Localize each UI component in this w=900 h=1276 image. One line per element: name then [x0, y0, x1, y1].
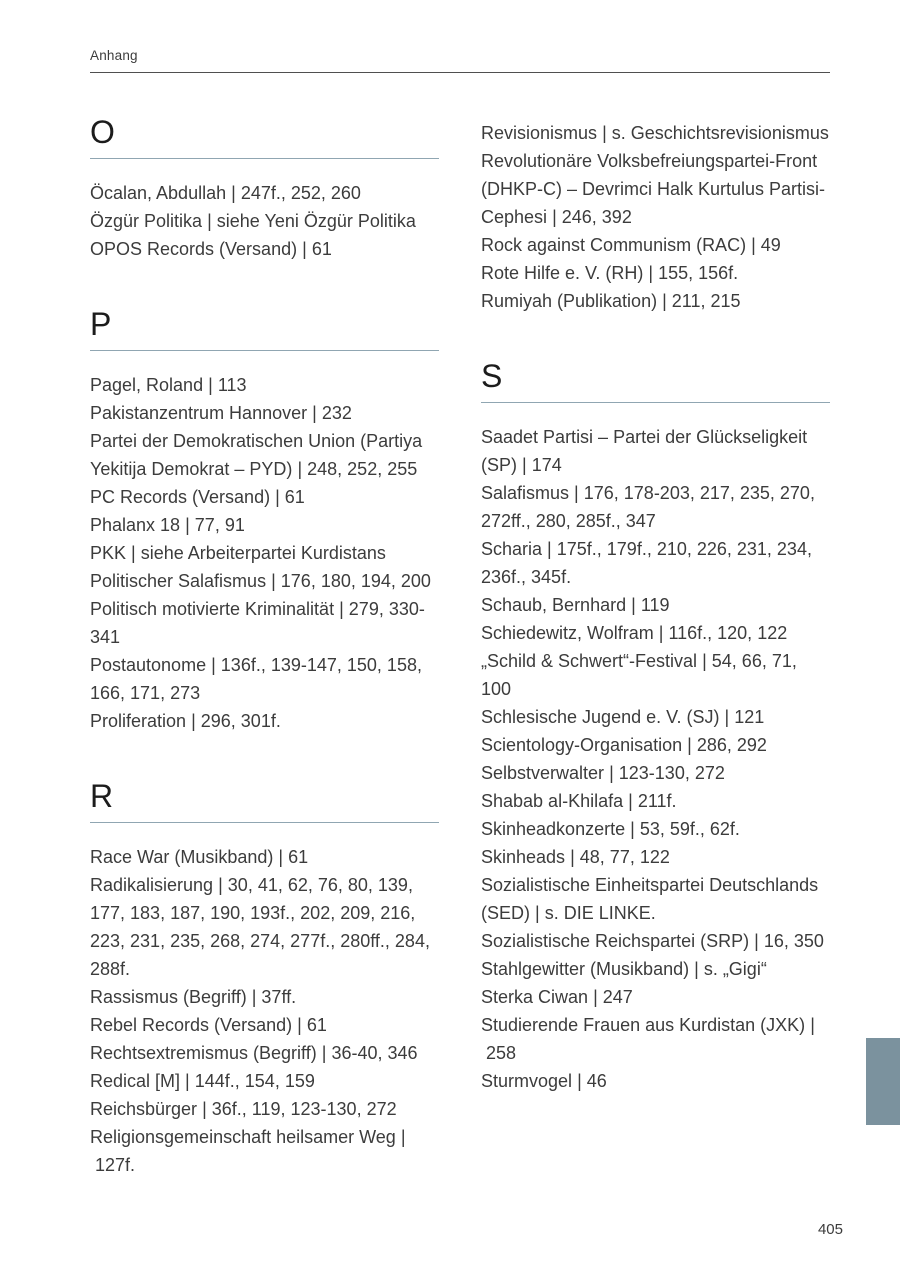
section-letter: R	[90, 779, 439, 823]
entry-separator: |	[339, 599, 344, 619]
entry-term: Sterka Ciwan	[481, 987, 589, 1007]
entry-term: Proliferation	[90, 711, 187, 731]
entry-pages: 53, 59f., 62f.	[639, 819, 740, 839]
running-header	[90, 0, 830, 73]
entry-term: Schiedewitz, Wolfram	[481, 623, 654, 643]
entry-separator: |	[312, 403, 317, 423]
entry-pages: siehe Arbeiterpartei Kurdistans	[140, 543, 386, 563]
index-entry	[481, 787, 830, 815]
index-entry	[481, 147, 830, 231]
entry-pages: 279, 330-341	[90, 599, 425, 647]
entry-pages: 16, 350	[763, 931, 824, 951]
entry-term: PKK	[90, 543, 127, 563]
entry-term: Pakistanzentrum Hannover	[90, 403, 308, 423]
entry-separator: |	[535, 903, 540, 923]
entry-separator: |	[751, 235, 756, 255]
entry-separator: |	[251, 987, 257, 1007]
index-entry	[481, 287, 830, 315]
entry-separator: |	[547, 539, 552, 559]
entry-separator: |	[609, 763, 614, 783]
entry-term: Shabab al-Khilafa	[481, 791, 624, 811]
entry-separator: |	[271, 571, 276, 591]
entry-pages: 136f., 139-147, 150, 158, 166, 171, 273	[90, 655, 422, 703]
entry-separator: |	[648, 263, 654, 283]
index-entry	[481, 703, 830, 731]
entry-separator: |	[131, 543, 136, 563]
entry-term: Redical [M]	[90, 1071, 181, 1091]
section-entries	[90, 159, 439, 263]
entry-term: Partei der Demokratischen Union (Partiya Yekitija Demokrat – PYD)	[90, 431, 423, 479]
entry-term: Skinheadkonzerte	[481, 819, 626, 839]
entry-separator: |	[574, 483, 579, 503]
entry-term: Postautonome	[90, 655, 207, 675]
index-entry	[481, 591, 830, 619]
entry-pages: 61	[306, 1015, 327, 1035]
section-letter: O	[90, 115, 439, 159]
entry-separator: |	[297, 1015, 302, 1035]
entry-pages: 123-130, 272	[618, 763, 725, 783]
entry-term: Politischer Salafismus	[90, 571, 267, 591]
index-section-P	[90, 307, 439, 735]
index-column-left	[90, 115, 439, 1179]
entry-pages: 144f., 154, 159	[194, 1071, 315, 1091]
entry-separator: |	[687, 735, 692, 755]
entry-term: Reichsbürger	[90, 1099, 198, 1119]
section-entries	[481, 115, 830, 315]
section-entries	[481, 403, 830, 1095]
entry-pages: 246, 392	[561, 207, 632, 227]
index-entry	[90, 871, 439, 983]
entry-term: Scientology-Organisation	[481, 735, 683, 755]
index-entry	[481, 535, 830, 591]
entry-term: Rumiyah (Publikation)	[481, 291, 658, 311]
running-header-label: Anhang	[90, 48, 138, 63]
entry-pages: 247	[602, 987, 633, 1007]
page-number: 405	[817, 1221, 843, 1238]
index-entry	[90, 1095, 439, 1123]
entry-separator: |	[694, 959, 699, 979]
index-entry	[481, 955, 830, 983]
entry-separator: |	[185, 1071, 190, 1091]
index-entry	[90, 207, 439, 235]
entry-separator: |	[185, 515, 190, 535]
entry-term: Politisch motivierte Kriminalität	[90, 599, 335, 619]
entry-pages: 176, 180, 194, 200	[280, 571, 431, 591]
entry-pages: 286, 292	[696, 735, 767, 755]
index-entry	[481, 815, 830, 843]
entry-separator: |	[218, 875, 223, 895]
index-columns	[90, 115, 830, 1179]
index-entry	[481, 1067, 830, 1095]
entry-pages: 77, 91	[194, 515, 245, 535]
index-entry	[481, 119, 830, 147]
entry-term: Saadet Partisi – Partei der Glückseligkeit (SP)	[481, 427, 808, 475]
entry-pages: 211f.	[637, 791, 677, 811]
entry-separator: |	[754, 931, 759, 951]
index-entry	[481, 731, 830, 759]
index-entry	[90, 595, 439, 651]
entry-separator: |	[702, 651, 707, 671]
index-entry	[90, 567, 439, 595]
thumb-index-tab	[866, 1038, 900, 1125]
index-entry	[90, 483, 439, 511]
index-entry	[90, 399, 439, 427]
entry-pages: 155, 156f.	[658, 263, 739, 283]
entry-pages: s. Geschichtsrevisionismus	[611, 123, 829, 143]
index-section-continuation	[481, 115, 830, 315]
index-entry	[481, 423, 830, 479]
entry-term: Salafismus	[481, 483, 570, 503]
entry-separator: |	[552, 207, 557, 227]
entry-separator: |	[321, 1043, 327, 1063]
index-entry	[90, 1067, 439, 1095]
entry-pages: 46	[586, 1071, 607, 1091]
index-column-right	[481, 115, 830, 1179]
entry-pages: 49	[760, 235, 781, 255]
entry-term: Schlesische Jugend e. V. (SJ)	[481, 707, 720, 727]
entry-pages: 116f., 120, 122	[668, 623, 788, 643]
index-entry	[90, 983, 439, 1011]
index-entry	[90, 539, 439, 567]
index-section-O	[90, 115, 439, 263]
entry-term: Öcalan, Abdullah	[90, 183, 227, 203]
entry-term: PC Records (Versand)	[90, 487, 271, 507]
index-entry	[90, 179, 439, 207]
index-entry	[481, 1011, 830, 1067]
entry-term: Studierende Frauen aus Kurdistan (JXK)	[481, 1015, 806, 1035]
index-entry	[90, 1123, 439, 1179]
entry-term: Rechtsextremismus (Begriff)	[90, 1043, 317, 1063]
entry-term: Radikalisierung	[90, 875, 214, 895]
entry-separator: |	[208, 375, 213, 395]
entry-pages: 36f., 119, 123-130, 272	[211, 1099, 397, 1119]
entry-term: Rote Hilfe e. V. (RH)	[481, 263, 644, 283]
entry-separator: |	[231, 183, 236, 203]
entry-pages: 48, 77, 122	[579, 847, 670, 867]
entry-pages: 174	[531, 455, 562, 475]
entry-pages: 54, 66, 71, 100	[481, 651, 797, 699]
entry-separator: |	[278, 847, 284, 867]
entry-term: Sturmvogel	[481, 1071, 573, 1091]
index-entry	[90, 651, 439, 707]
entry-pages: 211, 215	[671, 291, 741, 311]
entry-separator: |	[207, 211, 212, 231]
entry-separator: |	[631, 595, 636, 615]
entry-pages: 121	[734, 707, 765, 727]
entry-separator: |	[302, 239, 307, 259]
entry-pages: siehe Yeni Özgür Politika	[216, 211, 416, 231]
index-entry	[481, 479, 830, 535]
entry-pages: 247f., 252, 260	[240, 183, 361, 203]
index-entry	[481, 647, 830, 703]
index-entry	[90, 1011, 439, 1039]
entry-separator: |	[593, 987, 598, 1007]
entry-pages: 61	[288, 847, 309, 867]
entry-term: Rock against Communism (RAC)	[481, 235, 747, 255]
entry-term: Revisionismus	[481, 123, 598, 143]
entry-separator: |	[662, 291, 667, 311]
section-letter: S	[481, 359, 830, 403]
index-entry	[90, 511, 439, 539]
entry-separator: |	[658, 623, 664, 643]
index-section-S	[481, 359, 830, 1095]
index-entry	[481, 619, 830, 647]
index-entry	[481, 871, 830, 927]
entry-term: Revolutionäre Volksbefreiungspartei-Front (DHKP-C) – Devrimci Halk Kurtulus Partisi-Cephesi	[481, 151, 826, 227]
section-entries	[90, 823, 439, 1179]
index-section-R	[90, 779, 439, 1179]
index-entry	[481, 259, 830, 287]
entry-term: Selbstverwalter	[481, 763, 605, 783]
index-entry	[90, 843, 439, 871]
entry-pages: 232	[321, 403, 352, 423]
entry-pages: 258	[486, 1043, 517, 1063]
entry-separator: |	[202, 1099, 207, 1119]
entry-term: Phalanx 18	[90, 515, 181, 535]
entry-separator: |	[577, 1071, 582, 1091]
entry-pages: s. „Gigi“	[703, 959, 767, 979]
entry-term: Race War (Musikband)	[90, 847, 274, 867]
index-entry	[90, 707, 439, 735]
entry-term: Stahlgewitter (Musikband)	[481, 959, 690, 979]
entry-separator: |	[810, 1015, 815, 1035]
index-entry	[481, 759, 830, 787]
entry-term: Sozialistische Reichspartei (SRP)	[481, 931, 750, 951]
index-entry	[481, 927, 830, 955]
entry-pages: 36-40, 346	[331, 1043, 418, 1063]
entry-pages: 119	[640, 595, 670, 615]
entry-separator: |	[400, 1127, 406, 1147]
index-entry	[481, 843, 830, 871]
entry-pages: 176, 178-203, 217, 235, 270, 272ff., 280, 285f., 347	[481, 483, 815, 531]
entry-term: Schaub, Bernhard	[481, 595, 627, 615]
entry-separator: |	[724, 707, 730, 727]
index-entry	[481, 983, 830, 1011]
index-entry	[90, 427, 439, 483]
section-entries	[90, 351, 439, 735]
entry-pages: s. DIE LINKE.	[544, 903, 656, 923]
entry-separator: |	[297, 459, 303, 479]
entry-term: Skinheads	[481, 847, 566, 867]
entry-term: Rebel Records (Versand)	[90, 1015, 293, 1035]
entry-term: OPOS Records (Versand)	[90, 239, 298, 259]
entry-separator: |	[191, 711, 196, 731]
entry-separator: |	[522, 455, 527, 475]
entry-separator: |	[570, 847, 575, 867]
page-content	[90, 0, 830, 1179]
index-entry	[90, 1039, 439, 1067]
entry-term: „Schild & Schwert“-Festival	[481, 651, 698, 671]
entry-term: Scharia	[481, 539, 543, 559]
entry-separator: |	[630, 819, 635, 839]
entry-separator: |	[211, 655, 216, 675]
entry-term: Rassismus (Begriff)	[90, 987, 247, 1007]
index-entry	[90, 371, 439, 399]
entry-pages: 61	[311, 239, 332, 259]
entry-pages: 175f., 179f., 210, 226, 231, 234, 236f., 345f.	[481, 539, 812, 587]
index-entry	[481, 231, 830, 259]
index-entry	[90, 235, 439, 263]
entry-term: Sozialistische Einheitspartei Deutschlands (SED)	[481, 875, 819, 923]
entry-pages: 127f.	[95, 1155, 136, 1175]
entry-term: Pagel, Roland	[90, 375, 204, 395]
entry-separator: |	[275, 487, 280, 507]
entry-pages: 30, 41, 62, 76, 80, 139, 177, 183, 187, 190, 193f., 202, 209, 216, 223, 231, 235, 268, 274, 277f., 280ff., 284, 288f.	[90, 875, 430, 979]
entry-separator: |	[602, 123, 607, 143]
entry-term: Religionsgemeinschaft heilsamer Weg	[90, 1127, 396, 1147]
entry-separator: |	[628, 791, 633, 811]
entry-pages: 248, 252, 255	[307, 459, 418, 479]
entry-pages: 296, 301f.	[200, 711, 281, 731]
section-letter: P	[90, 307, 439, 351]
entry-pages: 37ff.	[261, 987, 297, 1007]
entry-pages: 113	[217, 375, 247, 395]
entry-term: Özgür Politika	[90, 211, 203, 231]
entry-pages: 61	[284, 487, 305, 507]
